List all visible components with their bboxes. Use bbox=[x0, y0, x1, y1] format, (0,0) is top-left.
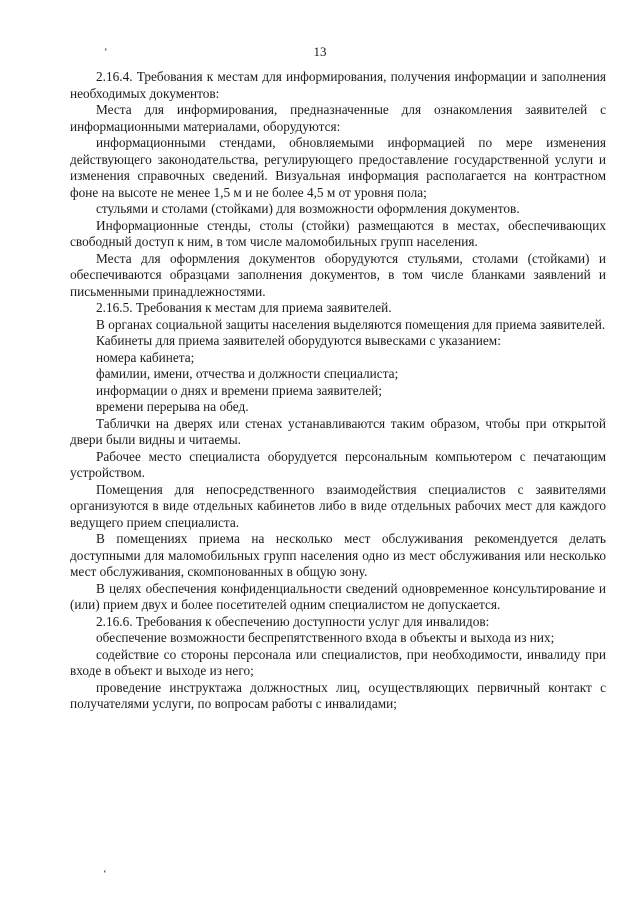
paragraph: стульями и столами (стойками) для возможности оформления документов. bbox=[96, 201, 520, 216]
section-heading: 2.16.6. Требования к обеспечению доступности услуг для инвалидов: bbox=[96, 613, 490, 629]
paragraph: Помещения для непосредственного взаимодействия специалистов с заявителями организуются в виде отдельных кабинетов либо в виде отдельных рабочих мест для каждого ведущего прием специалиста. bbox=[70, 481, 606, 530]
list-item: фамилии, имени, отчества и должности специалиста; bbox=[96, 366, 399, 381]
top-mark: ʻ bbox=[104, 46, 108, 58]
list-item: проведение инструктажа должностных лиц, осуществляющих первичный контакт с получателями услуги, по вопросам работы с инвалидами; bbox=[70, 679, 606, 711]
paragraph: В помещениях приема на несколько мест обслуживания рекомендуется делать доступными для маломобильных групп населения одно из мест обслуживания или несколько мест обслуживания, скомпонованных в общую зону. bbox=[70, 531, 606, 579]
paragraph: Информационные стенды, столы (стойки) размещаются в местах, обеспечивающих свободный доступ к ним, в том числе маломобильных групп населения. bbox=[70, 217, 606, 249]
list-item: номера кабинета; bbox=[96, 349, 195, 365]
paragraph: Места для оформления документов оборудуются стульями, столами (стойками) и обеспечиваются образцами заполнения документов, в том числе бланками заявлений и письменными принадлежностями. bbox=[70, 250, 606, 299]
paragraph: В целях обеспечения конфиденциальности сведений одновременное консультирование и (или) прием двух и более посетителей одним специалистом не допускается. bbox=[70, 580, 606, 612]
list-item: обеспечение возможности беспрепятственного входа в объекты и выхода из них; bbox=[96, 630, 555, 645]
page-number: 13 bbox=[313, 44, 327, 59]
list-item: содействие со стороны персонала или специалистов, при необходимости, инвалиду при входе в объект и выходе из него; bbox=[70, 646, 606, 678]
list-item: информации о днях и времени приема заявителей; bbox=[96, 382, 382, 398]
document-body bbox=[70, 69, 606, 713]
section-heading: 2.16.5. Требования к местам для приема заявителей. bbox=[96, 300, 392, 315]
paragraph: информационными стендами, обновляемыми информацией по мере изменения действующего законодательства, регулирующего предоставление государственной услуги и изменения справочных сведений. Визуальная информация располагается на контрастном фоне на высоте не менее 1,5 м и не более 4,5 м от уровня пола; bbox=[70, 135, 606, 200]
list-item: времени перерыва на обед. bbox=[96, 399, 249, 414]
paragraph: Места для информирования, предназначенные для ознакомления заявителей с информационными материалами, оборудуются: bbox=[70, 102, 606, 134]
paragraph: В органах социальной защиты населения выделяются помещения для приема заявителей. bbox=[96, 316, 606, 332]
bottom-mark: ʻ bbox=[103, 868, 107, 880]
paragraph: Таблички на дверях или стенах устанавливаются таким образом, чтобы при открытой двери были видны и читаемы. bbox=[70, 415, 606, 447]
paragraph: 2.16.4. Требования к местам для информирования, получения информации и заполнения необходимых документов: bbox=[70, 69, 606, 101]
paragraph: Рабочее место специалиста оборудуется персональным компьютером с печатающим устройством. bbox=[70, 448, 606, 480]
paragraph: Кабинеты для приема заявителей оборудуются вывесками с указанием: bbox=[96, 333, 501, 348]
